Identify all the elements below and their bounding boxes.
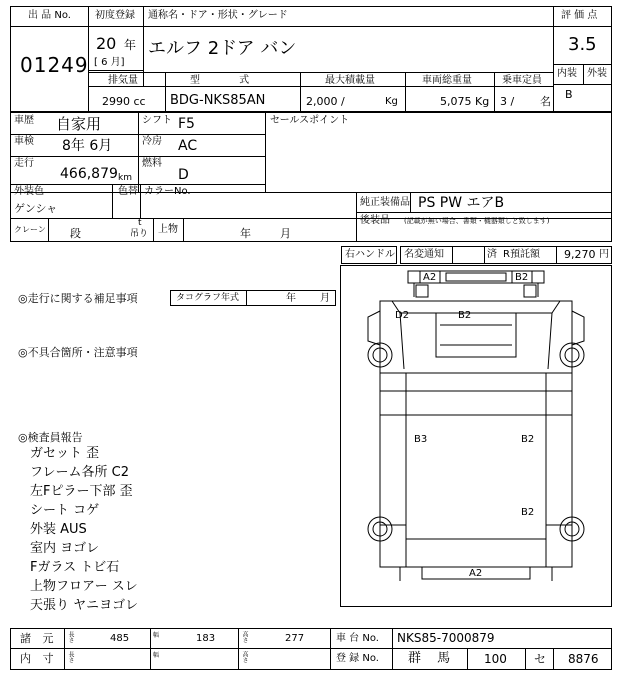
upper-year: 年 — [240, 227, 251, 240]
recycle-label: R預託額 — [503, 249, 540, 260]
recycle-prefix: 済 — [487, 249, 497, 260]
mark-rear: A2 — [469, 568, 483, 579]
capacity: 3 / — [500, 95, 515, 108]
reg-area: 群 馬 — [408, 651, 457, 666]
length-label: 長さ — [67, 631, 74, 643]
mark-side-left: B3 — [414, 434, 428, 445]
height-label: 高さ — [241, 631, 248, 643]
interior-grade: B — [565, 88, 573, 101]
mark-side-right-upper: B2 — [521, 434, 535, 445]
first-reg-label: 初度登録 — [95, 10, 135, 21]
reg-kana: セ — [534, 652, 547, 666]
upper-month: 月 — [280, 227, 291, 240]
capacity-unit: 名 — [540, 95, 551, 108]
history-label: 車歴 — [14, 115, 34, 126]
inner-length-label: 長さ — [67, 651, 74, 663]
dims-label: 諸 元 — [20, 632, 58, 645]
first-reg-year: 20 — [96, 34, 117, 53]
vehicle-diagram — [340, 265, 612, 607]
displacement: 2990 cc — [102, 95, 146, 108]
fuel-label: 燃料 — [142, 158, 162, 169]
inspector-line: Fガラス トビ石 — [30, 560, 120, 575]
length: 485 — [110, 633, 130, 644]
color: ゲンシャ — [14, 202, 58, 215]
inspector-line: シート コゲ — [30, 503, 100, 518]
equipment: PS PW エアB — [418, 195, 505, 211]
gross-weight: 5,075 Kg — [440, 95, 490, 108]
recycle-value: 9,270 — [564, 248, 596, 261]
model-label: 通称名・ドア・形状・グレード — [148, 10, 288, 21]
tacho-month: 月 — [320, 293, 330, 304]
lot-number: 01249 — [20, 53, 89, 77]
shift: F5 — [178, 116, 195, 132]
aircon-label: 冷房 — [142, 136, 162, 147]
max-load: 2,000 / — [306, 95, 345, 108]
inspection: 8年 6月 — [62, 138, 113, 154]
height: 277 — [285, 633, 305, 644]
sales-point-label: セールスポイント — [270, 115, 350, 126]
driving-note-label: ◎走行に関する補足事項 — [18, 292, 138, 305]
inner-height-label: 高さ — [241, 651, 248, 663]
inner-width-label: 幅 — [153, 652, 160, 659]
inspection-label: 車検 — [14, 136, 34, 147]
color-label: 外装色 — [14, 186, 44, 197]
capacity-label: 乗車定員 — [502, 75, 542, 86]
mark-cab-top: B2 — [458, 310, 472, 321]
width: 183 — [196, 633, 216, 644]
inspector-line: 天張り ヤニヨゴレ — [30, 598, 139, 613]
model-code: BDG-NKS85AN — [170, 93, 266, 108]
lot-label: 出 品 No. — [28, 10, 71, 21]
max-load-label: 最大積載量 — [325, 75, 375, 86]
name-change-label: 名変通知 — [404, 249, 444, 260]
inspector-line: 外装 AUS — [30, 522, 87, 537]
mark-front-right: B2 — [515, 272, 529, 283]
fuel: D — [178, 167, 189, 183]
history: 自家用 — [56, 115, 102, 133]
mileage-unit: km — [118, 173, 132, 183]
crane-stage: 段 — [70, 227, 81, 240]
reg-class: 100 — [484, 652, 507, 666]
crane-hang: 吊り — [130, 229, 149, 239]
aftermarket-note: (記載が無い場合、書類・機器類しと致します) — [404, 217, 550, 225]
crane-ton: t — [138, 218, 142, 228]
inspector-line: 上物フロアー スレ — [30, 579, 138, 594]
inspector-line: ガセット 歪 — [30, 446, 100, 461]
aircon: AC — [178, 138, 198, 154]
reg-label: 登 録 No. — [336, 653, 379, 664]
displacement-label: 排気量 — [108, 75, 138, 86]
reg-number: 8876 — [568, 652, 599, 666]
recycle-unit: 円 — [599, 249, 609, 260]
grade-label: 評 価 点 — [561, 10, 598, 21]
footer-frame — [10, 628, 612, 670]
mark-door-left: D2 — [395, 310, 410, 321]
width-label: 幅 — [153, 632, 160, 639]
color-code-label: カラーNo. — [144, 186, 191, 197]
right-hand-label: 右ハンドル — [345, 249, 395, 260]
mark-side-right-lower: B2 — [521, 507, 535, 518]
equipment-label: 純正装備品 — [360, 197, 410, 208]
aftermarket-label: 後装品 — [360, 215, 390, 226]
inspector-line: 室内 ヨゴレ — [30, 541, 100, 556]
chassis-number: NKS85-7000879 — [397, 631, 495, 645]
max-load-unit: Kg — [385, 96, 398, 107]
tacho-year: 年 — [286, 293, 296, 304]
exterior-label: 外装 — [587, 68, 607, 79]
inspector-line: フレーム各所 C2 — [30, 465, 129, 480]
inspector-line: 左Fピラー下部 歪 — [30, 484, 133, 499]
interior-label: 内装 — [557, 68, 577, 79]
inner-label: 内 寸 — [20, 652, 58, 665]
defects-label: ◎不具合箇所・注意事項 — [18, 346, 138, 359]
gross-weight-label: 車両総重量 — [422, 75, 472, 86]
color-no-label: 色替 — [118, 186, 138, 197]
mileage: 466,879 — [60, 166, 118, 182]
chassis-label: 車 台 No. — [336, 633, 379, 644]
mileage-label: 走行 — [14, 158, 34, 169]
first-reg-year-unit: 年 — [124, 38, 137, 52]
model-name: エルフ 2ドア バン — [148, 38, 297, 59]
upper-label: 上物 — [158, 224, 178, 235]
model-code-label: 型 式 — [190, 75, 268, 86]
first-reg-month: [ 6 月] — [94, 57, 125, 68]
tacho-label: タコグラフ年式 — [176, 293, 240, 303]
mark-front-left: A2 — [423, 272, 437, 283]
inspector-lines — [30, 447, 330, 618]
overall-grade: 3.5 — [568, 34, 597, 55]
inspector-label: ◎検査員報告 — [18, 431, 83, 444]
shift-label: シフト — [142, 115, 172, 126]
crane-label: クレーン — [14, 225, 46, 234]
